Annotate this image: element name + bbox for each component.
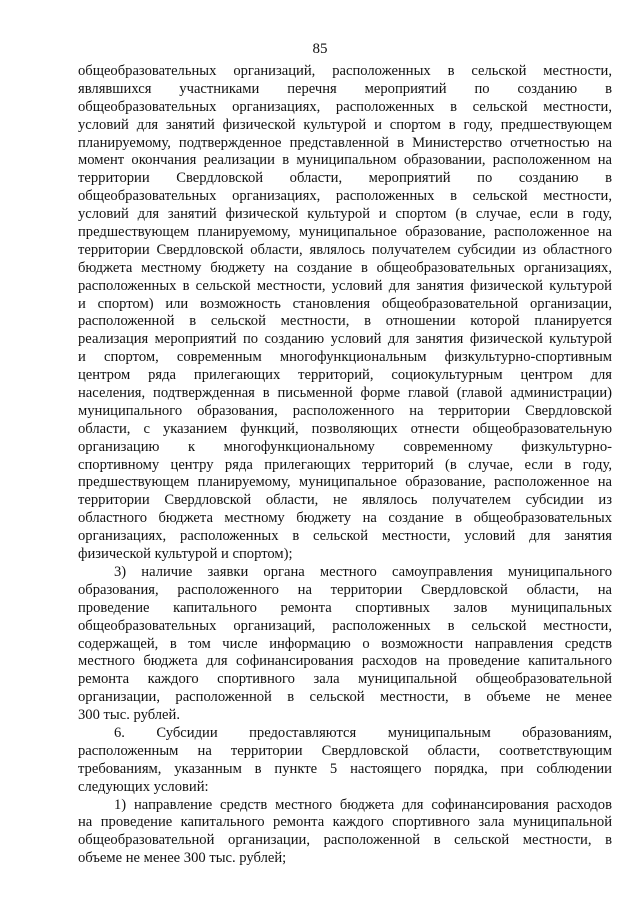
text-line: и спортом) или возможность становления общеобразовательной организации, (78, 295, 612, 312)
text-line: объеме не менее 300 тыс. рублей; (78, 850, 287, 867)
text-line: центром ряда прилегающих территорий, социокультурным центром для (78, 367, 612, 384)
text-line: 6. Субсидии предоставляются муниципальным образованиям, (114, 724, 612, 741)
text-line: условий для занятий физической культурой и спортом в году, предшествующем (78, 116, 612, 133)
text-line: общеобразовательной организации, расположенной в сельской местности, в (78, 832, 612, 849)
text-line: организациях, расположенных в сельской местности, условий для занятия (78, 528, 612, 545)
text-line: спортивному центру ряда прилегающих территорий (в случае, если в году, (78, 456, 612, 473)
text-line: организацию к многофункциональному современному физкультурно- (78, 438, 612, 455)
text-line: проведение капитального ремонта спортивных залов муниципальных (78, 599, 612, 616)
text-line: и спортом, современным многофункциональным физкультурно-спортивным (78, 349, 612, 366)
text-line: 1) направление средств местного бюджета для софинансирования расходов (114, 796, 612, 813)
text-line: 3) наличие заявки органа местного самоуправления муниципального (114, 563, 612, 580)
text-line: расположенной в сельской местности, в отношении которой планируется (78, 313, 612, 330)
text-line: общеобразовательных организаций, расположенных в сельской местности, (78, 617, 612, 634)
text-line: бюджета местному бюджету на создание в общеобразовательных организациях, (78, 259, 612, 276)
text-line: населения, подтвержденная в письменной форме главой (главой администрации) (78, 385, 612, 402)
text-line: реализация мероприятий по созданию условий для занятия физической культурой (78, 331, 612, 348)
text-line: территории Свердловской области, являлось получателем субсидии из областного (78, 241, 612, 258)
text-line: муниципального образования, расположенного на территории Свердловской (78, 402, 612, 419)
body-text (78, 63, 612, 868)
text-line: условий для занятий физической культурой и спортом (в случае, если в году, (78, 206, 612, 223)
text-line: общеобразовательных организаций, расположенных в сельской местности, (78, 63, 612, 79)
text-line: расположенным на территории Свердловской области, соответствующим (78, 742, 612, 759)
text-line: организации, расположенной в сельской местности, в объеме не менее (78, 689, 612, 706)
text-line: физической культурой и спортом); (78, 546, 293, 563)
text-line: территории Свердловской области, не являлось получателем субсидии из (78, 492, 612, 509)
text-line: расположенных в сельской местности, условий для занятия физической культурой (78, 277, 612, 294)
text-line: следующих условий: (78, 778, 209, 795)
text-line: ремонта каждого спортивного зала муниципальной общеобразовательной (78, 671, 612, 688)
text-line: 300 тыс. рублей. (78, 707, 180, 724)
text-line: местного бюджета для софинансирования расходов на проведение капитального (78, 653, 612, 670)
text-line: области, с указанием функций, позволяющих отнести общеобразовательную (78, 420, 612, 437)
text-line: общеобразовательных организациях, расположенных в сельской местности, (78, 98, 612, 115)
text-line: общеобразовательных организациях, расположенных в сельской местности, (78, 188, 612, 205)
text-line: требованиям, указанным в пункте 5 настоящего порядка, при соблюдении (78, 760, 612, 777)
text-line: территории Свердловской области, мероприятий по созданию в (78, 170, 612, 187)
text-line: содержащей, в том числе информацию о возможности направления средств (78, 635, 612, 652)
text-line: момент окончания реализации в муниципальном образовании, расположенном на (78, 152, 612, 169)
page-number: 85 (312, 41, 328, 57)
text-line: являвшихся участниками перечня мероприятий по созданию в (78, 80, 612, 97)
text-line: предшествующем планируемому, муниципальное образование, расположенное на (78, 224, 612, 241)
text-line: областного бюджета местному бюджету на создание в общеобразовательных (78, 510, 612, 527)
text-line: образования, расположенного на территории Свердловской области, на (78, 581, 612, 598)
text-line: на проведение капитального ремонта каждого спортивного зала муниципальной (78, 814, 612, 831)
text-line: планируемому, подтвержденное представленной в Министерство отчетностью на (78, 134, 612, 151)
text-line: предшествующем планируемому, муниципальное образование, расположенное на (78, 474, 612, 491)
